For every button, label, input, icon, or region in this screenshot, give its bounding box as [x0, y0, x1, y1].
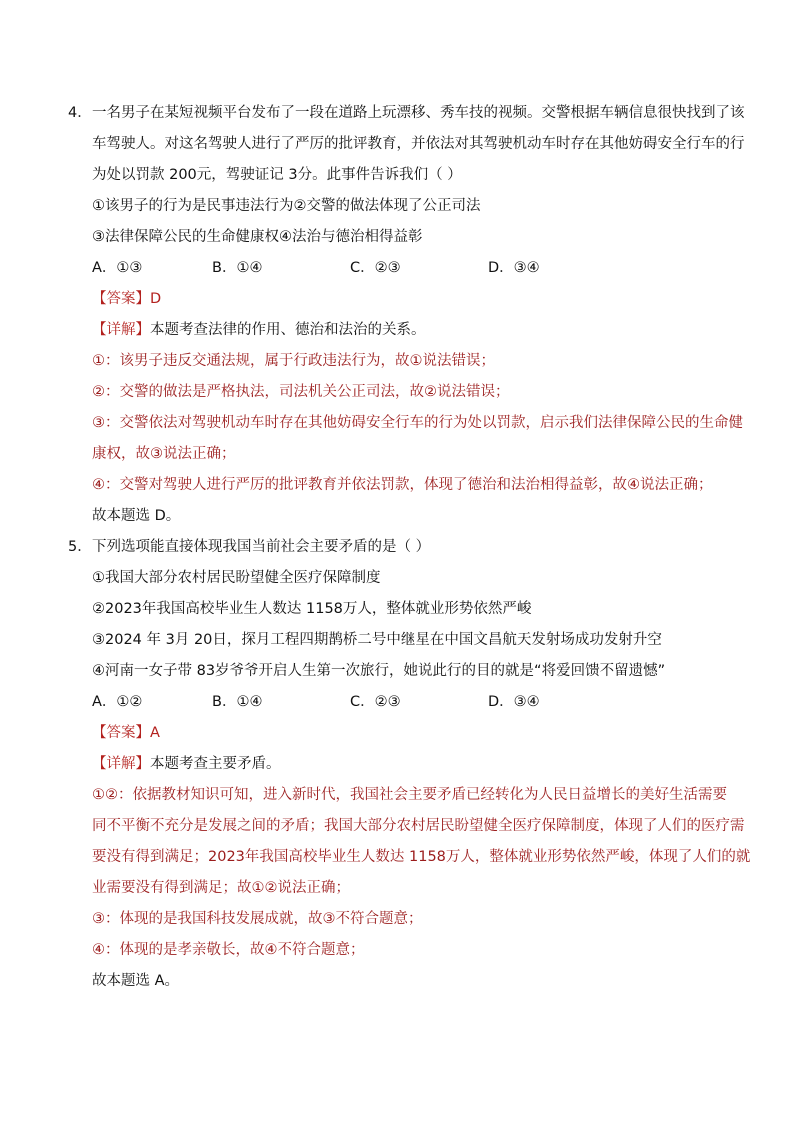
answer-value: D	[150, 291, 162, 307]
question-5-explain-12-line-1: ①②：依据教材知识可知，进入新时代，我国社会主要矛盾已经转化为人民日益增长的美好生活需要	[92, 787, 727, 803]
question-4-option-c: C．②③	[350, 260, 401, 276]
question-5-explain	[92, 754, 281, 774]
question-4-stem-line-2: 车驾驶人。对这名驾驶人进行了严厉的批评教育，并依法对其驾驶机动车时存在其他妨碍安全行车的行	[92, 136, 745, 152]
question-4-option-d: D．③④	[488, 260, 540, 276]
explain-label: 【详解】	[92, 322, 150, 338]
question-4-item-line-2: ③法律保障公民的生命健康权④法治与德治相得益彰	[92, 229, 423, 245]
question-5-option-d: D．③④	[488, 694, 540, 710]
question-5-item-4: ④河南一女子带 83岁爷爷开启人生第一次旅行，她说此行的目的就是“将爱回馈不留遗憾”	[92, 663, 666, 679]
question-5-explain-4: ④：体现的是孝亲敬长，故④不符合题意；	[92, 942, 365, 958]
question-4-explain-4: ④：交警对驾驶人进行严厉的批评教育并依法罚款，体现了德治和法治相得益彰，故④说法正确；	[92, 477, 713, 493]
question-5-explain-12-line-3: 要没有得到满足；2023年我国高校毕业生人数达 1158万人，整体就业形势依然严峻，体现了人们的就	[92, 849, 751, 865]
answer-value: A	[150, 725, 160, 741]
question-4-conclusion: 故本题选 D。	[92, 508, 181, 524]
question-4-explain-3-line-1: ③：交警依法对驾驶机动车时存在其他妨碍安全行车的行为处以罚款，启示我们法律保障公民的生命健	[92, 415, 743, 431]
question-5-explain-3: ③：体现的是我国科技发展成就，故③不符合题意；	[92, 911, 423, 927]
question-5-item-3: ③2024 年 3月 20日，探月工程四期鹊桥二号中继星在中国文昌航天发射场成功发射升空	[92, 632, 662, 648]
question-4-stem-line-1: 一名男子在某短视频平台发布了一段在道路上玩漂移、秀车技的视频。交警根据车辆信息很快找到了该	[92, 105, 745, 121]
question-5-option-c: C．②③	[350, 694, 401, 710]
question-4-number: 4．	[68, 105, 92, 121]
question-5-option-b: B．①④	[212, 694, 263, 710]
question-4-explain-1: ①：该男子违反交通法规，属于行政违法行为，故①说法错误；	[92, 353, 495, 369]
question-5-explain-12-line-2: 同不平衡不充分是发展之间的矛盾；我国大部分农村居民盼望健全医疗保障制度，体现了人们的医疗需	[92, 818, 745, 834]
question-4-option-b: B．①④	[212, 260, 263, 276]
question-5-item-2: ②2023年我国高校毕业生人数达 1158万人，整体就业形势依然严峻	[92, 601, 532, 617]
question-4-explain-2: ②：交警的做法是严格执法，司法机关公正司法，故②说法错误；	[92, 384, 510, 400]
question-5-conclusion: 故本题选 A。	[92, 973, 180, 989]
question-4-answer	[92, 289, 161, 309]
explain-intro: 本题考查法律的作用、德治和法治的关系。	[150, 322, 426, 338]
answer-label: 【答案】	[92, 291, 150, 307]
question-5-item-1: ①我国大部分农村居民盼望健全医疗保障制度	[92, 570, 381, 586]
question-5-number: 5．	[68, 539, 92, 555]
question-4-stem-line-3: 为处以罚款 200元，驾驶证记 3分。此事件告诉我们（ ）	[92, 167, 462, 183]
question-4-explain	[92, 320, 426, 340]
explain-label: 【详解】	[92, 756, 150, 772]
explain-intro: 本题考查主要矛盾。	[150, 756, 281, 772]
question-4-option-a: A．①③	[92, 260, 143, 276]
question-5-answer	[92, 723, 160, 743]
question-4-explain-3-line-2: 康权，故③说法正确；	[92, 446, 236, 462]
question-4-item-line-1: ①该男子的行为是民事违法行为②交警的做法体现了公正司法	[92, 198, 481, 214]
question-5-option-a: A．①②	[92, 694, 143, 710]
question-5-stem: 下列选项能直接体现我国当前社会主要矛盾的是（ ）	[92, 539, 431, 555]
question-5-explain-12-line-4: 业需要没有得到满足；故①②说法正确；	[92, 880, 350, 896]
answer-label: 【答案】	[92, 725, 150, 741]
